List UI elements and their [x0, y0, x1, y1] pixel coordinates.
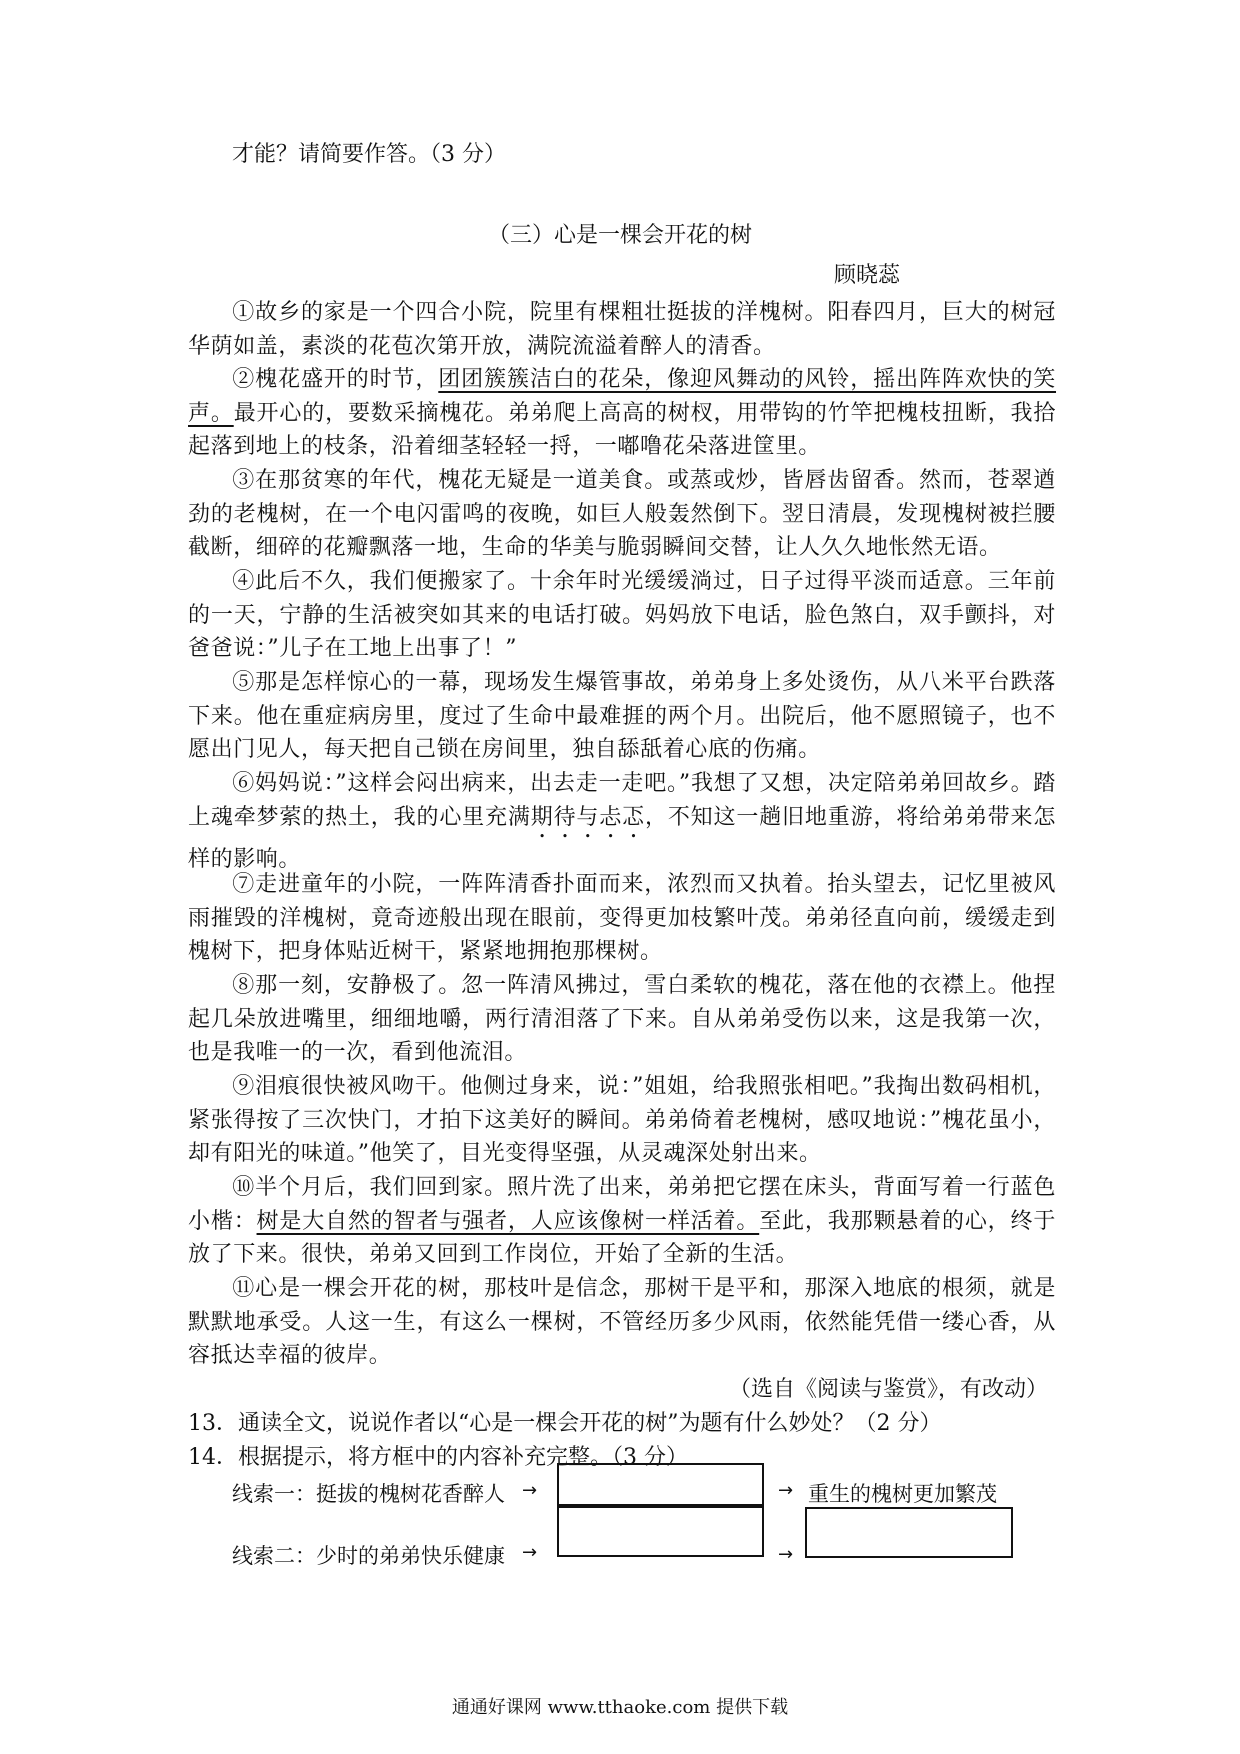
paragraph-7-text: ⑦走进童年的小院，一阵阵清香扑面而来，浓烈而又执着。抬头望去，记忆里被风雨摧毁的洋槐树，竟奇迹般出现在眼前，变得更加枝繁叶茂。弟弟径直向前，缓缓走到槐树下，把身体贴近树干，紧紧地拥抱那棵树。 [188, 872, 1056, 964]
arrow-right-icon: → [522, 1542, 538, 1563]
paragraph-3-text: ③在那贫寒的年代，槐花无疑是一道美食。或蒸或炒，皆唇齿留香。然而，苍翠遒劲的老槐树，在一个电闪雷鸣的夜晚，如巨人般轰然倒下。翌日清晨，发现槐树被拦腰截断，细碎的花瓣飘落一地，生命的华美与脆弱瞬间交替，让人久久地怅然无语。 [188, 468, 1056, 560]
paragraph-5 [188, 666, 1056, 767]
paragraph-6-start: ⑥妈妈说：”这样会闷出病来，出去走一走吧。”我想了又想，决定陪弟弟回故乡。踏上魂牵梦萦的热土，我的心里充满 [188, 771, 1056, 830]
paragraph-10-underlined-sentence: 树是大自然的智者与强者，人应该像树一样活着。 [256, 1208, 760, 1234]
paragraph-11-text: ⑪心是一棵会开花的树，那枝叶是信念，那树干是平和，那深入地底的根须，就是默默地承受。人这一生，有这么一棵树，不管经历多少风雨，依然能凭借一缕心香，从容抵达幸福的彼岸。 [188, 1276, 1056, 1368]
paragraph-1-text: ①故乡的家是一个四合小院，院里有棵粗壮挺拔的洋槐树。阳春四月，巨大的树冠华荫如盖，素淡的花苞次第开放，满院流溢着醉人的清香。 [188, 300, 1056, 359]
arrow-right-icon: → [778, 1480, 794, 1501]
paragraph-5-text: ⑤那是怎样惊心的一幕，现场发生爆管事故，弟弟身上多处烫伤，从八米平台跌落下来。他在重症病房里，度过了生命中最难捱的两个月。出院后，他不愿照镜子，也不愿出门见人，每天把自己锁在房间里，独自舔舐着心底的伤痛。 [188, 670, 1056, 762]
answer-box-3[interactable] [805, 1507, 1013, 1558]
paragraph-6 [188, 767, 1056, 876]
paragraph-11 [188, 1272, 1056, 1373]
paragraph-9-text: ⑨泪痕很快被风吻干。他侧过身来，说：”姐姐，给我照张相吧。”我掏出数码相机，紧张得按了三次快门，才拍下这美好的瞬间。弟弟倚着老槐树，感叹地说：”槐花虽小，却有阳光的味道。”他笑了，目光变得坚强，从灵魂深处射出来。 [188, 1074, 1056, 1166]
article-source: （选自《阅读与鉴赏》，有改动） [728, 1377, 1048, 1402]
paragraph-7 [188, 868, 1056, 969]
answer-box-1[interactable] [557, 1463, 764, 1506]
paragraph-3 [188, 464, 1056, 565]
paragraph-6-end: ，不知这一趟旧地重游，将给弟弟带来怎样的影响。 [188, 804, 1056, 872]
paragraph-10-end: 至此，我那颗悬着的心，终于放了下来。很快，弟弟又回到工作岗位，开始了全新的生活。 [188, 1208, 1056, 1267]
clue-2-label: 线索二：少时的弟弟快乐健康 [232, 1544, 505, 1568]
article-author: 顾晓蕊 [834, 263, 901, 288]
question-13: 13．通读全文，说说作者以“心是一棵会开花的树”为题有什么妙处？（2 分） [188, 1411, 942, 1436]
question-14: 14．根据提示，将方框中的内容补充完整。（3 分） [188, 1445, 688, 1470]
paragraph-4 [188, 565, 1056, 666]
paragraph-9 [188, 1070, 1056, 1171]
paragraph-8 [188, 969, 1056, 1070]
arrow-right-icon: → [778, 1544, 794, 1565]
clue-1-label: 线索一：挺拔的槐树花香醉人 [232, 1482, 505, 1506]
paragraph-10 [188, 1171, 1056, 1272]
paragraph-10-start: ⑩半个月后，我们回到家。照片洗了出来，弟弟把它摆在床头，背面写着一行蓝色小楷： [188, 1175, 1056, 1234]
paragraph-2-start: ②槐花盛开的时节， [232, 367, 439, 392]
paragraph-1 [188, 296, 1056, 363]
previous-question-tail: 才能？请简要作答。（3 分） [232, 142, 506, 167]
paragraph-2-rest: 最开心的，要数采摘槐花。弟弟爬上高高的树杈，用带钩的竹竿把槐枝扭断，我拾起落到地上的枝条，沿着细茎轻轻一捋，一嘟噜花朵落进筐里。 [188, 400, 1056, 459]
clue-1-end: 重生的槐树更加繁茂 [808, 1482, 997, 1506]
paragraph-6-dotted-words: 期待与忐忑 [530, 804, 645, 830]
page-footer: 通通好课网 www.tthaoke.com 提供下载 [451, 1697, 789, 1718]
paragraph-4-quote: ”儿子在工地上出事了！” [267, 636, 518, 661]
paragraph-2 [188, 363, 1056, 464]
paragraph-4-text: ④此后不久，我们便搬家了。十余年时光缓缓淌过，日子过得平淡而适意。三年前的一天，宁静的生活被突如其来的电话打破。妈妈放下电话，脸色煞白，双手颤抖，对爸爸说： [188, 569, 1056, 661]
paragraph-2-underlined-sentence: 团团簇簇洁白的花朵，像迎风舞动的风铃，摇出阵阵欢快的笑声。 [188, 367, 1057, 426]
arrow-right-icon: → [522, 1480, 538, 1501]
paragraph-8-text: ⑧那一刻，安静极了。忽一阵清风拂过，雪白柔软的槐花，落在他的衣襟上。他捏起几朵放进嘴里，细细地嚼，两行清泪落了下来。自从弟弟受伤以来，这是我第一次，也是我唯一的一次，看到他流泪。 [188, 973, 1056, 1065]
article-title: （三）心是一棵会开花的树 [487, 223, 752, 248]
answer-box-2[interactable] [557, 1506, 764, 1557]
